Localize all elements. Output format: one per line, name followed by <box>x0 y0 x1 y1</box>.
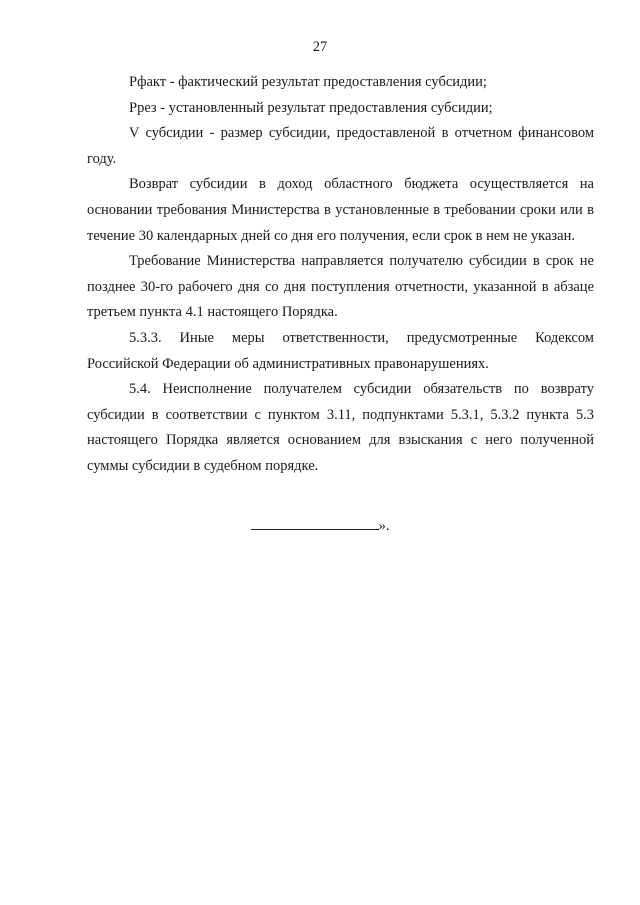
closing-quote: ». <box>378 518 390 534</box>
paragraph-5-3-3: 5.3.3. Иные меры ответственности, предусмотренные Кодексом Российской Федерации об административных правонарушениях. <box>87 329 594 372</box>
document-body <box>87 70 594 480</box>
closing-line <box>0 515 640 536</box>
paragraph-subsidy-return: Возврат субсидии в доход областного бюджета осуществляется на основании требования Министерства в установленные в требовании сроки или в течение 30 календарных дней со дня его получения, если срок в нем не указан. <box>87 176 594 244</box>
page-number: 27 <box>312 39 328 55</box>
paragraph-ministry-requirement: Требование Министерства направляется получателю субсидии в срок не позднее 30-го рабочего дня со дня поступления отчетности, указанной в абзаце третьем пункта 4.1 настоящего Порядка. <box>87 253 594 321</box>
closing-rule <box>251 515 379 530</box>
paragraph-r-fact: Рфакт - фактический результат предоставления субсидии; <box>129 74 487 90</box>
paragraph-r-rez: Ррез - установленный результат предоставления субсидии; <box>129 99 493 116</box>
paragraph-5-4: 5.4. Неисполнение получателем субсидии обязательств по возврату субсидии в соответствии с пунктом 3.11, подпунктами 5.3.1, 5.3.2 пункта 5.3 настоящего Порядка является основанием для взыскания с него полученной суммы субсидии в судебном порядке. <box>87 381 594 474</box>
paragraph-v-subsidy: V субсидии - размер субсидии, предоставленой в отчетном финансовом году. <box>87 125 594 167</box>
